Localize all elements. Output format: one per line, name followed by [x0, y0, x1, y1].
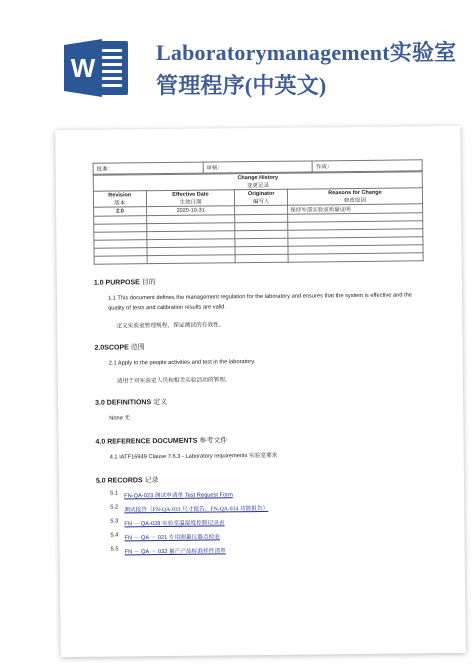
approved-by-field: 批准： — [93, 162, 203, 174]
section-paragraph: 4.1 IATF16949 Clause 7.6.3 - Laboratory requirements 实验室要求 — [109, 452, 278, 461]
word-logo-letter: W — [70, 53, 96, 83]
section-purpose — [94, 274, 425, 329]
section-definitions — [95, 394, 425, 423]
reviewed-by-field: 审核： — [203, 161, 313, 173]
col-originator: Originator — [235, 189, 288, 197]
section-paragraph-zh: 适用于对实验室人员和相关实验活动的管理。 — [116, 377, 231, 385]
revision-cell: 2.0 — [94, 207, 147, 217]
change-history-title: Change History — [93, 172, 422, 183]
record-link[interactable]: 测试报告（FN-QA-033 尺寸报告、FN-QA-034 功能报告） — [124, 505, 269, 514]
section-paragraph: 1.1 This document defines the management regulation for the laboratory and ensures that the system is effective and the quality of tests and calibration results are valid. — [107, 292, 413, 312]
change-history-table — [93, 171, 424, 264]
record-link[interactable]: FN － QA － 032 量产产品标准样件清单 — [124, 548, 226, 556]
prepared-by-field: 作成： — [312, 160, 422, 172]
col-originator-zh: 编写人 — [235, 197, 288, 206]
section-scope — [94, 339, 424, 384]
col-revision: Revision — [93, 191, 146, 199]
section-heading: 5.0 RECORDS 记录 — [95, 476, 159, 485]
record-link[interactable]: FN-QA-023 测试申请单 Test Request Form — [124, 492, 233, 500]
reason-cell: 保持外部实验室质量证明 — [288, 204, 423, 214]
record-item: 5.5 FN － QA － 032 量产产品标准样件清单 — [110, 546, 226, 556]
section-paragraph: 2.1 Apply to the people activities and test in the laboratory. — [108, 359, 256, 367]
col-revision-zh: 版本 — [93, 198, 146, 207]
record-item: 5.1 FN-QA-023 测试申请单 Test Request Form — [110, 490, 233, 500]
section-heading: 2.0SCOPE 范围 — [94, 343, 145, 352]
col-effective-date-zh: 生效日期 — [146, 197, 235, 206]
section-paragraph: None 无 — [109, 415, 131, 422]
col-reason: Reasons for Change — [287, 188, 422, 197]
section-records — [96, 472, 427, 555]
record-item: 5.4 FN － QA － 021 专用测量仪器点检表 — [110, 532, 221, 542]
record-item: 5.3 FN － QA-028 实验室温湿度控制记录表 — [110, 518, 225, 528]
record-item: 5.2 测试报告（FN-QA-033 尺寸报告、FN-QA-034 功能报告） — [110, 504, 269, 514]
word-app-icon — [64, 35, 130, 101]
date-cell: 2020-10-31 — [146, 206, 235, 216]
section-heading: 4.0 REFERENCE DOCUMENTS 参考文件 — [95, 436, 228, 446]
record-link[interactable]: FN － QA － 021 专用测量仪器点检表 — [124, 534, 221, 542]
section-heading: 3.0 DEFINITIONS 定义 — [95, 397, 168, 407]
document-title: Laboratorymanagement实验室管理程序(中英文) — [156, 40, 457, 98]
section-heading: 1.0 PURPOSE 目的 — [93, 278, 156, 287]
change-history-title-zh: 变更记录 — [93, 179, 422, 191]
col-effective-date: Effective Date — [146, 190, 235, 198]
section-paragraph-zh: 定义实验室管理规程，保证测试的有效性。 — [116, 322, 225, 330]
section-references — [95, 433, 425, 462]
col-reason-zh: 修改原因 — [288, 195, 423, 205]
document-page — [55, 126, 465, 657]
record-link[interactable]: FN － QA-028 实验室温湿度控制记录表 — [124, 520, 225, 528]
